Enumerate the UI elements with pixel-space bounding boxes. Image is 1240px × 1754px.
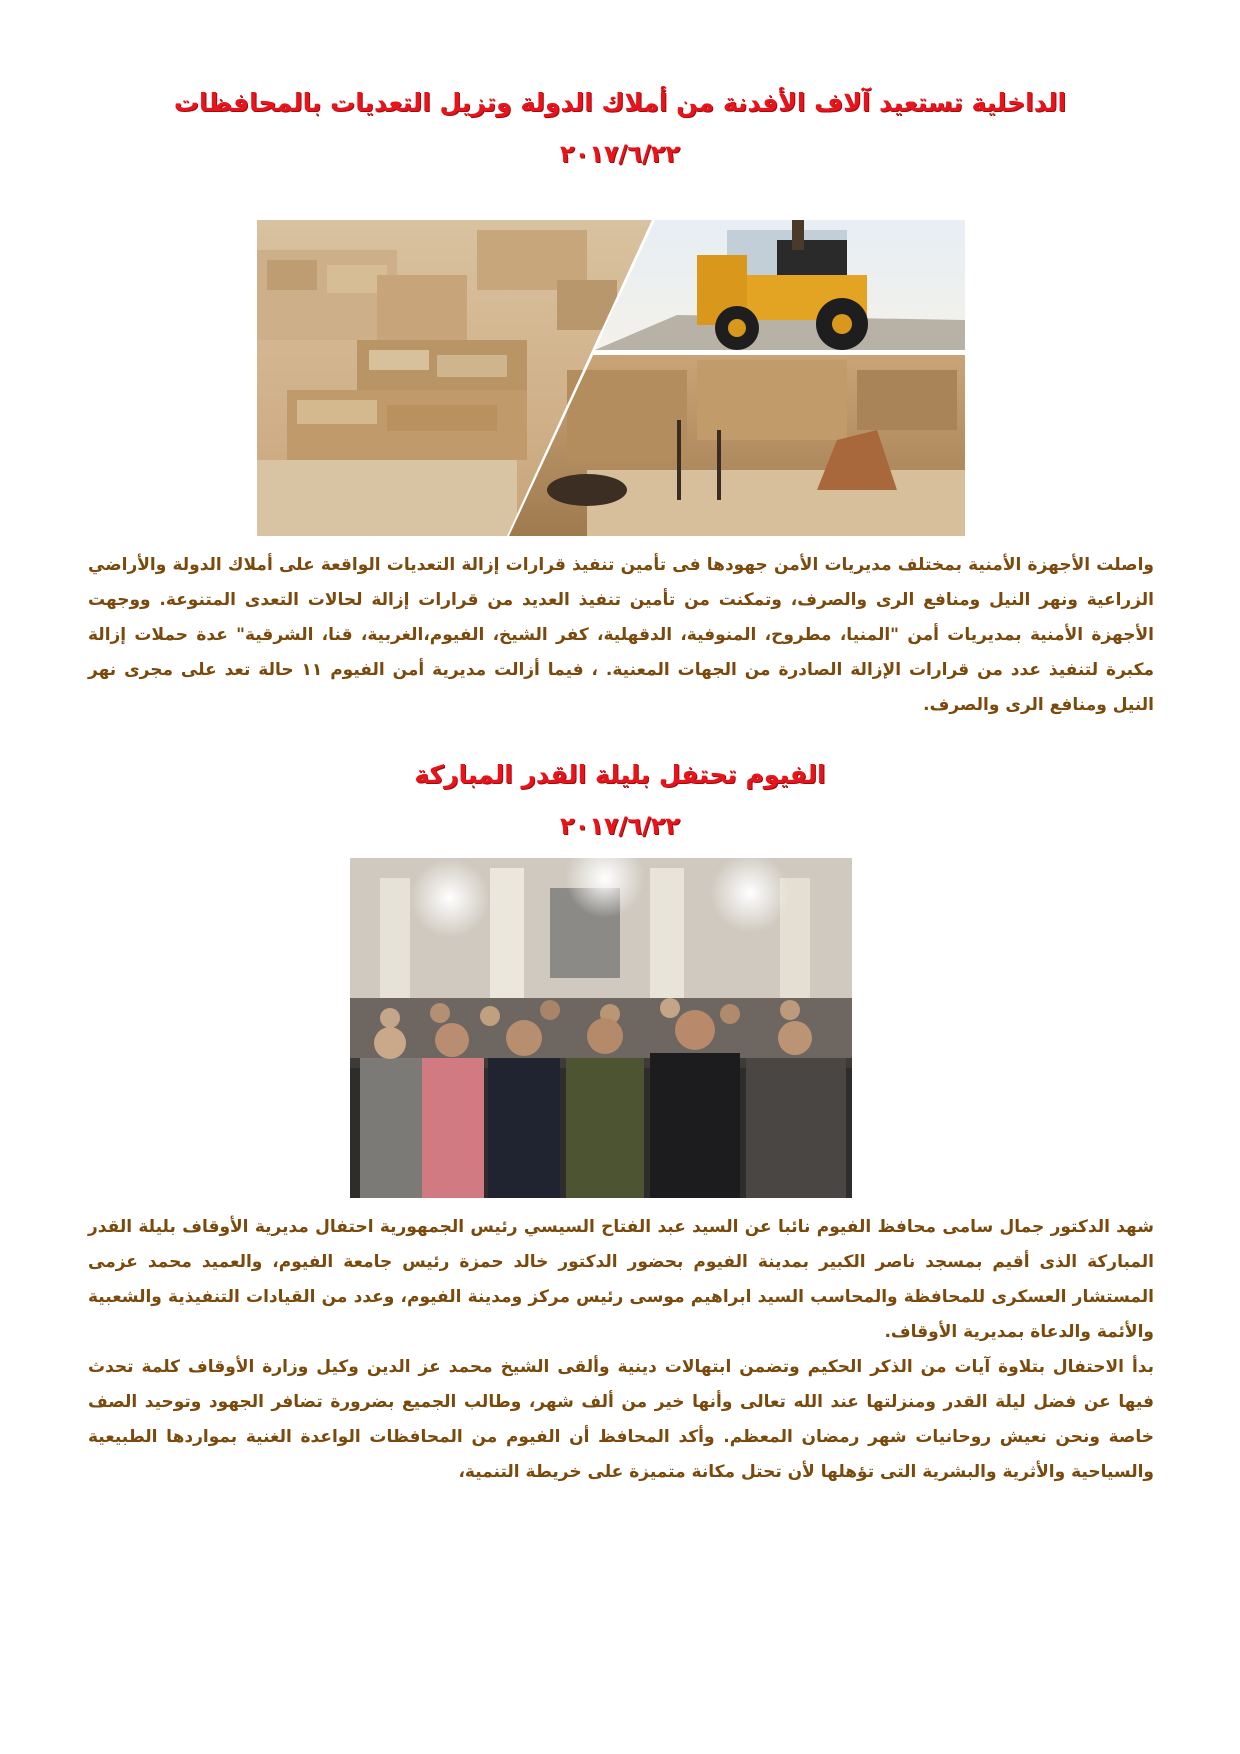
article2-body: [88, 1210, 1154, 1490]
article1-body: [88, 548, 1154, 723]
mosque-prayer-photo: [350, 858, 852, 1198]
article2-headline: الفيوم تحتفل بليلة القدر المباركة: [414, 760, 826, 789]
article1-date: ٢٠١٧/٦/٢٢: [559, 140, 681, 168]
article2-paragraph-2: بدأ الاحتفال بتلاوة آيات من الذكر الحكيم وتضمن ابتهالات دينية وألقى الشيخ محمد عز الدين وكيل وزارة الأوقاف كلمة تحدث فيها عن فضل ليلة القدر ومنزلتها عند الله تعالى وأنها خير من ألف شهر، وطالب الجميع بضرورة تضافر الجهود وتوحيد الصف خاصة ونحن نعيش روحانيات شهر رمضان المعظم. وأكد المحافظ أن الفيوم من المحافظات الواعدة الغنية بمواردها الطبيعية والسياحية والأثرية والبشرية التى تؤهلها لأن تحتل مكانة متميزة على خريطة التنمية،: [88, 1357, 1154, 1482]
article1-headline: الداخلية تستعيد آلاف الأفدنة من أملاك الدولة وتزيل التعديات بالمحافظات: [173, 88, 1067, 117]
article1-paragraph: واصلت الأجهزة الأمنية بمختلف مديريات الأمن جهودها فى تأمين تنفيذ قرارات إزالة التعديات الواقعة على أملاك الدولة والأراضي الزراعية ونهر النيل ومنافع الرى والصرف، وتمكنت من تأمين تنفيذ العديد من قرارات إزالة لحالات التعدى المتنوعة. ووجهت الأجهزة الأمنية بمديريات أمن "المنيا، مطروح، المنوفية، الدقهلية، كفر الشيخ، الفيوم،الغربية، قنا، الشرقية" عدة حملات إزالة مكبرة لتنفيذ عدد من قرارات الإزالة الصادرة من الجهات المعنية. ، فيما أزالت مديرية أمن الفيوم ١١ حالة تعد على مجرى نهر النيل ومنافع الرى والصرف.: [88, 555, 1154, 715]
article2-paragraph-1: شهد الدكتور جمال سامى محافظ الفيوم نائبا عن السيد عبد الفتاح السيسي رئيس الجمهورية احتفال مديرية الأوقاف بليلة القدر المباركة الذى أقيم بمسجد ناصر الكبير بمدينة الفيوم بحضور الدكتور خالد حمزة رئيس جامعة الفيوم، والعميد محمد عزمى المستشار العسكرى للمحافظة والمحاسب السيد ابراهيم موسى رئيس مركز ومدينة الفيوم، وعدد من القيادات التنفيذية والشعبية والأئمة والدعاة بمديرية الأوقاف.: [88, 1217, 1154, 1342]
article2-date: ٢٠١٧/٦/٢٢: [559, 812, 681, 840]
demolition-collage-photo: [257, 220, 965, 536]
